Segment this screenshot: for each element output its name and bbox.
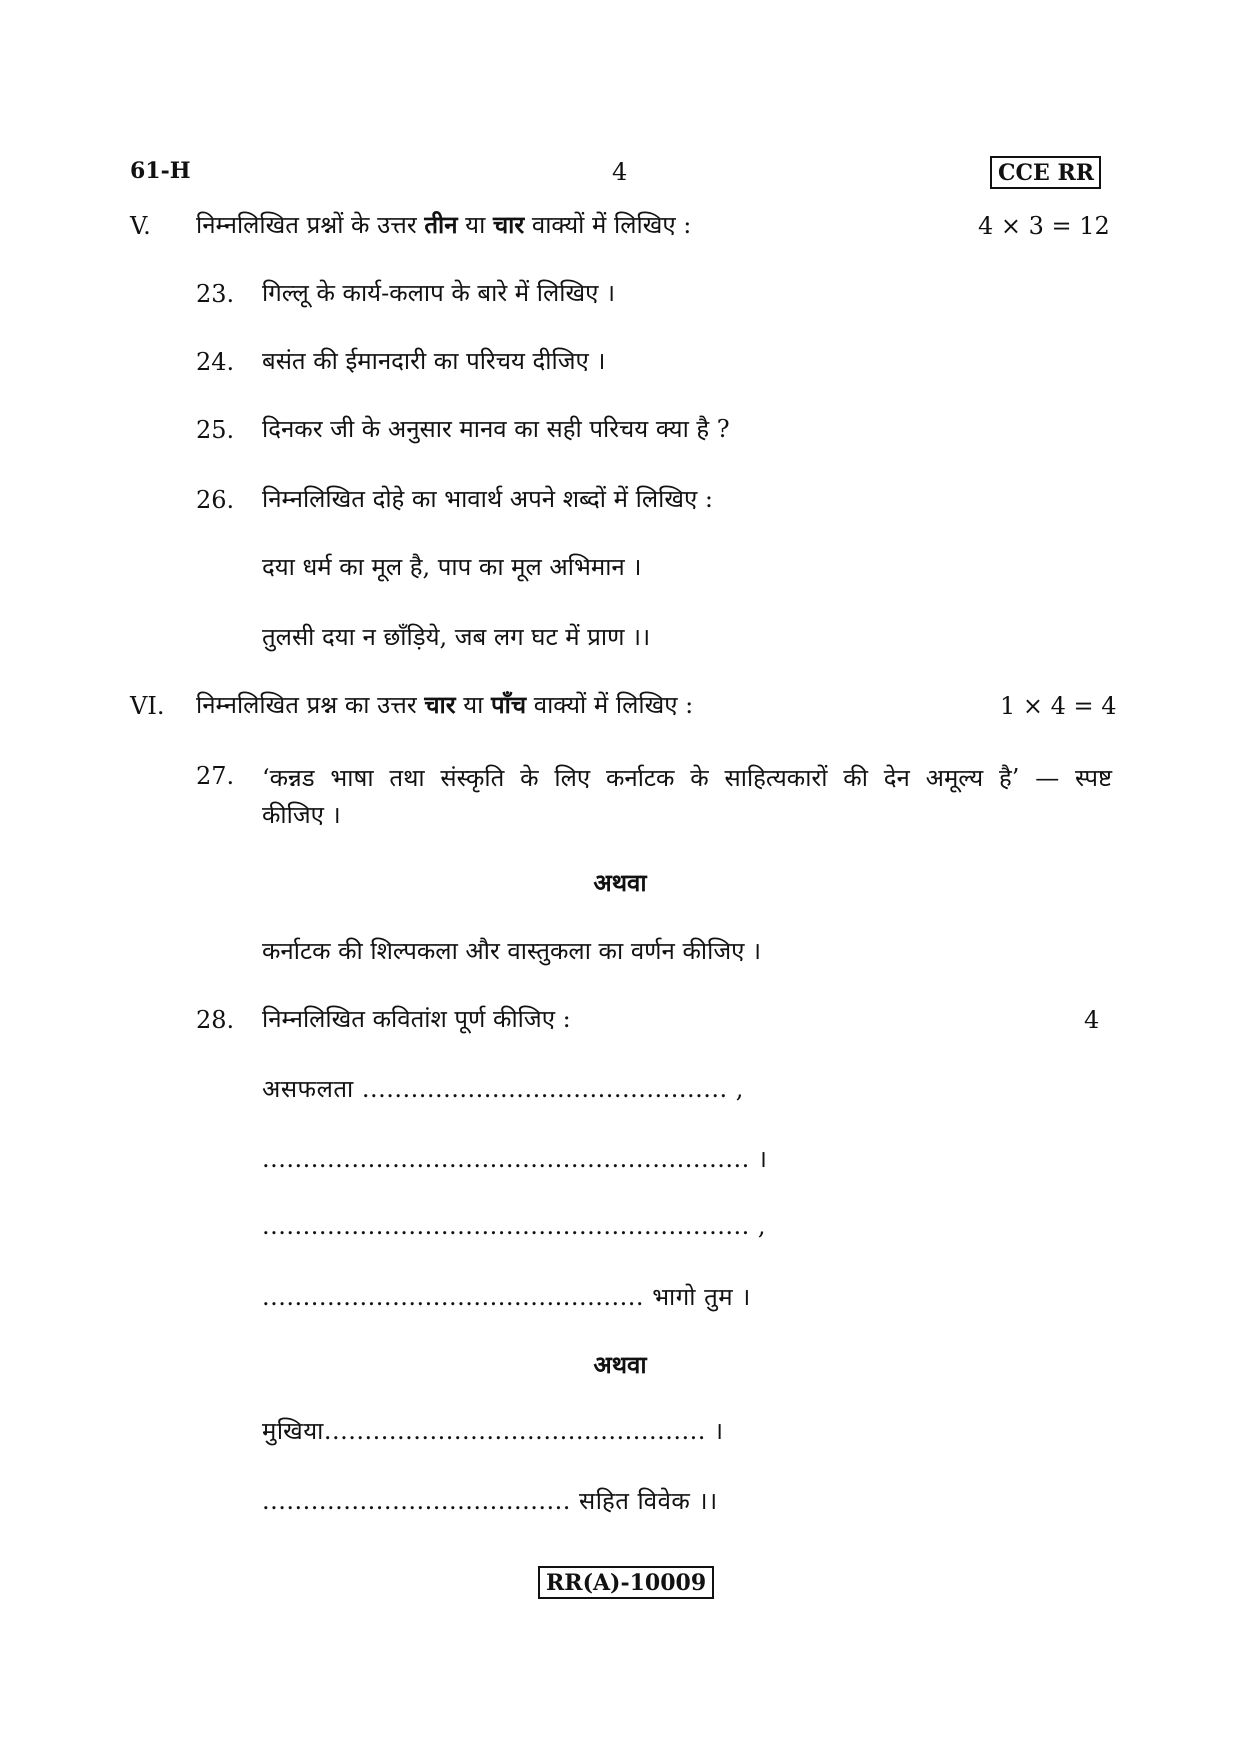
footer-code-box: RR(A)-10009 [538,1566,714,1599]
doha-line-1: दया धर्म का मूल है, पाप का मूल अभिमान । [262,553,642,581]
paper-code: 61-H [130,158,191,184]
section-v-instr-bold2: चार [492,210,525,239]
section-v-instr-part1: निम्नलिखित प्रश्नों के उत्तर [196,211,425,239]
section-vi-instr-part3: वाक्यों में लिखिए : [526,691,694,719]
question-number: 23. [196,280,235,308]
alt-poem-line-2: ...................................... सहित विवेक ।। [262,1487,718,1515]
question-text: निम्नलिखित दोहे का भावार्थ अपने शब्दों में लिखिए : [262,485,713,513]
or-label: अथवा [593,1350,647,1379]
section-vi-instr-part1: निम्नलिखित प्रश्न का उत्तर [196,691,425,719]
question-number: 24. [196,348,235,376]
poem-line-3: ............................................................ , [262,1212,766,1240]
section-vi-marks: 1 × 4 = 4 [1000,692,1117,720]
poem-line-2: ............................................................ । [262,1145,768,1173]
section-v-marks: 4 × 3 = 12 [978,212,1110,240]
section-v-instr-part2: या [457,211,493,239]
section-vi-instruction [196,688,693,721]
question-number: 26. [196,486,235,514]
question-number: 25. [196,416,235,444]
alt-poem-line-1: मुखिया............................................... । [262,1417,724,1445]
question-text: गिल्लू के कार्य-कलाप के बारे में लिखिए । [262,279,616,307]
question-number: 27. [196,762,235,790]
section-vi-numeral: VI. [130,692,165,720]
question-text: दिनकर जी के अनुसार मानव का सही परिचय क्या है ? [262,415,730,443]
question-text: बसंत की ईमानदारी का परिचय दीजिए । [262,347,606,375]
question-text: निम्नलिखित कवितांश पूर्ण कीजिए : [262,1005,571,1033]
section-vi-instr-bold2: पाँच [491,690,527,719]
section-v-numeral: V. [130,212,151,240]
section-v-instr-bold1: तीन [424,210,458,239]
question-27-line-1: ‘कन्नड भाषा तथा संस्कृति के लिए कर्नाटक के साहित्यकारों की देन अमूल्य है’ — स्पष्ट [262,764,1112,792]
series-box: CCE RR [990,156,1101,189]
question-27-line-2: कीजिए । [262,801,341,829]
poem-line-4: ............................................... भागो तुम । [262,1283,751,1311]
page-number: 4 [612,158,628,186]
doha-line-2: तुलसी दया न छाँड़िये, जब लग घट में प्राण ।। [262,623,651,651]
section-v-instruction [196,208,691,241]
poem-line-1: असफलता ............................................. , [262,1075,744,1103]
or-label: अथवा [593,868,647,897]
section-v-instr-part3: वाक्यों में लिखिए : [524,211,692,239]
section-vi-instr-bold1: चार [424,690,456,719]
question-28-marks: 4 [1084,1006,1100,1034]
question-27-alternative: कर्नाटक की शिल्पकला और वास्तुकला का वर्णन कीजिए । [262,937,762,965]
section-vi-instr-part2: या [455,691,491,719]
question-number: 28. [196,1006,235,1034]
